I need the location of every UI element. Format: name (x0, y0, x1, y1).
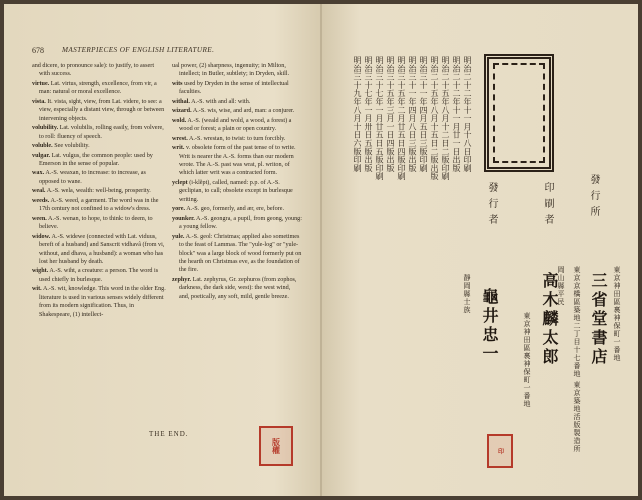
glossary-entry: voluble. See volubility. (32, 143, 90, 150)
glossary-entry: vulgar. Lat. vulgus, the common people: used by Emerson in the sense of popular. (32, 152, 153, 167)
glossary-entry: wight. A.-S. wiht, a creature: a person. The word is used chiefly in burlesque. (32, 268, 159, 283)
the-end-text: THE END. (149, 430, 189, 438)
glossary-entry: and dicere, to pronounce sale): to justify, to assert with success. (32, 63, 155, 78)
colophon-page (322, 4, 638, 496)
glossary-column-right (172, 62, 302, 302)
glossary-entry: wax. A.-S. weaxan, to increase: to increase, as opposed to wane. (32, 170, 146, 185)
glossary-entry: widow. A.-S. widewe (connected with Lat. viduus, bereft of a husband) and Sanscrit vidhavâ (from vi, without, and dhava, a husband): a woman who has lost her husband by death. (32, 233, 165, 265)
glossary-entry: yclept (i-klĕpt), called, named: p.p. of A.-S. geclipian, to call; obsolete except in burlesque writing. (172, 179, 293, 203)
issuer-address: 東京神田區裏神保町一番地 (523, 312, 531, 408)
issuer-label: 發行者 (486, 182, 497, 230)
glossary-entry: ual power, (2) sharpness, ingenuity; in Milton, intellect; in Butler, subtlety; in Dryden, skill. (172, 63, 290, 78)
glossary-entry: younker. A.-S. geongra, a pupil, from geong, young: a young fellow. (172, 215, 302, 231)
publisher-address: 東京神田區裏神保町一番地 (613, 266, 621, 362)
edition-date-column: 明治三十五年二月廿五日四版印刷 (397, 56, 406, 181)
issuer-origin: 靜岡縣士族 (463, 274, 471, 314)
issuer-name: 龜井忠一 (480, 288, 497, 364)
glossary-entry: wold. A.-S. (weald and wold, a wood, a forest) a wood or forest; a plain or open country. (172, 117, 292, 133)
glossary-entry: wit. A.-S. wit, knowledge. This word in the older Eng. literature is used in various senses widely different from its modern signification. Thus, in Shakespeare, (1) intellect- (32, 286, 166, 318)
publisher-name: 三省堂書店 (589, 272, 606, 367)
publisher-label: 發行所 (588, 174, 599, 222)
book-spread (4, 4, 638, 496)
edition-date-column: 明治三十七年一月卅日五版出版 (364, 56, 373, 173)
edition-date-column: 明治二十五年八月十二日二版印刷 (441, 56, 450, 181)
edition-date-column: 明治二十二年十一月十八日印刷 (463, 56, 472, 173)
glossary-entry: writ. v. obsolete form of the past tense of to write. Writ is nearer the A.-S. forms than our modern wrote. The A.-S. past was wrat, pl. writon, of which latter writ was a contracted form. (172, 145, 296, 177)
edition-date-column: 明治二十二年十一月廿一日出版 (452, 56, 461, 173)
edition-dates-block (352, 56, 472, 271)
edition-date-column: 明治二十五年八月十五日二版出版 (430, 56, 439, 181)
ornamental-frame (484, 54, 554, 172)
glossary-entry: ween. A.-S. wenan, to hope, to think: to deem, to believe. (32, 215, 153, 231)
printer-origin: 岡山縣平民 (557, 266, 565, 306)
publisher-seal-stamp: 印 (487, 434, 513, 468)
printer-address: 東京京橋區築地二丁目十七番地 東京築地活版製造所 (573, 266, 581, 453)
glossary-entry: weal. A.-S. wela, wealth: well-being, prosperity. (32, 188, 151, 195)
left-page (4, 4, 322, 496)
printer-name: 高木麟太郎 (540, 272, 557, 367)
glossary-entry: weeds. A.-S. weed, a garment. The word was in the 17th century not confined to a widow's dress. (32, 197, 159, 213)
glossary-column-left (32, 62, 166, 320)
edition-date-column: 明治三十五年三月一日四版出版 (386, 56, 395, 173)
edition-date-column: 明治三十一年四月五日三版印刷 (419, 56, 428, 173)
edition-date-column: 明治三十九年八月十日六版印刷 (353, 56, 362, 173)
glossary-entry: wits used by Dryden in the sense of intellectual faculties. (172, 80, 289, 96)
page-number: 678 (32, 46, 44, 55)
edition-date-column: 明治三十一年四月八日三版出版 (408, 56, 417, 173)
glossary-entry: zephyr. Lat. zephyrus, Gr. zephuros (from zophos, darkness, the dark side, west): the west wind, and, poetically, any soft, mild, gentle breeze. (172, 276, 297, 300)
glossary-entry: volubility. Lat. volubilis, rolling easily, from volvere, to roll: fluency of speech. (32, 125, 164, 140)
edition-date-column: 明治三十七年一月廿五日五版印刷 (375, 56, 384, 181)
library-seal-stamp: 版權 (259, 426, 293, 466)
glossary-entry: yore. A.-S. geo, formerly, and ær, ere, before. (172, 206, 284, 213)
glossary-entry: yule. A.-S. geol: Christmas; applied also sometimes to the feast of Lammas. The "yule-log" or "yule-block" was a large block of wood formerly put on the hearth on Christmas eve, as the foundation of the fire. (172, 233, 302, 274)
glossary-entry: wizard. A.-S. wis, wise, and ard, man: a conjurer. (172, 108, 295, 115)
glossary-entry: vista. It. vista, sight, view, from Lat. videre, to see: a view, especially a distant view, through or between intervening objects. (32, 98, 165, 122)
glossary-entry: wrest. A.-S. wrestan, to twist: to turn forcibly. (172, 135, 286, 142)
glossary-entry: withal. A.-S. with and all: with. (172, 98, 251, 105)
glossary-entry: virtue. Lat. virtus, strength, excellence, from vir, a man: natural or moral excellence. (32, 80, 157, 96)
printer-label: 印刷者 (542, 182, 553, 230)
running-head: MASTERPIECES OF ENGLISH LITERATURE. (62, 46, 215, 54)
